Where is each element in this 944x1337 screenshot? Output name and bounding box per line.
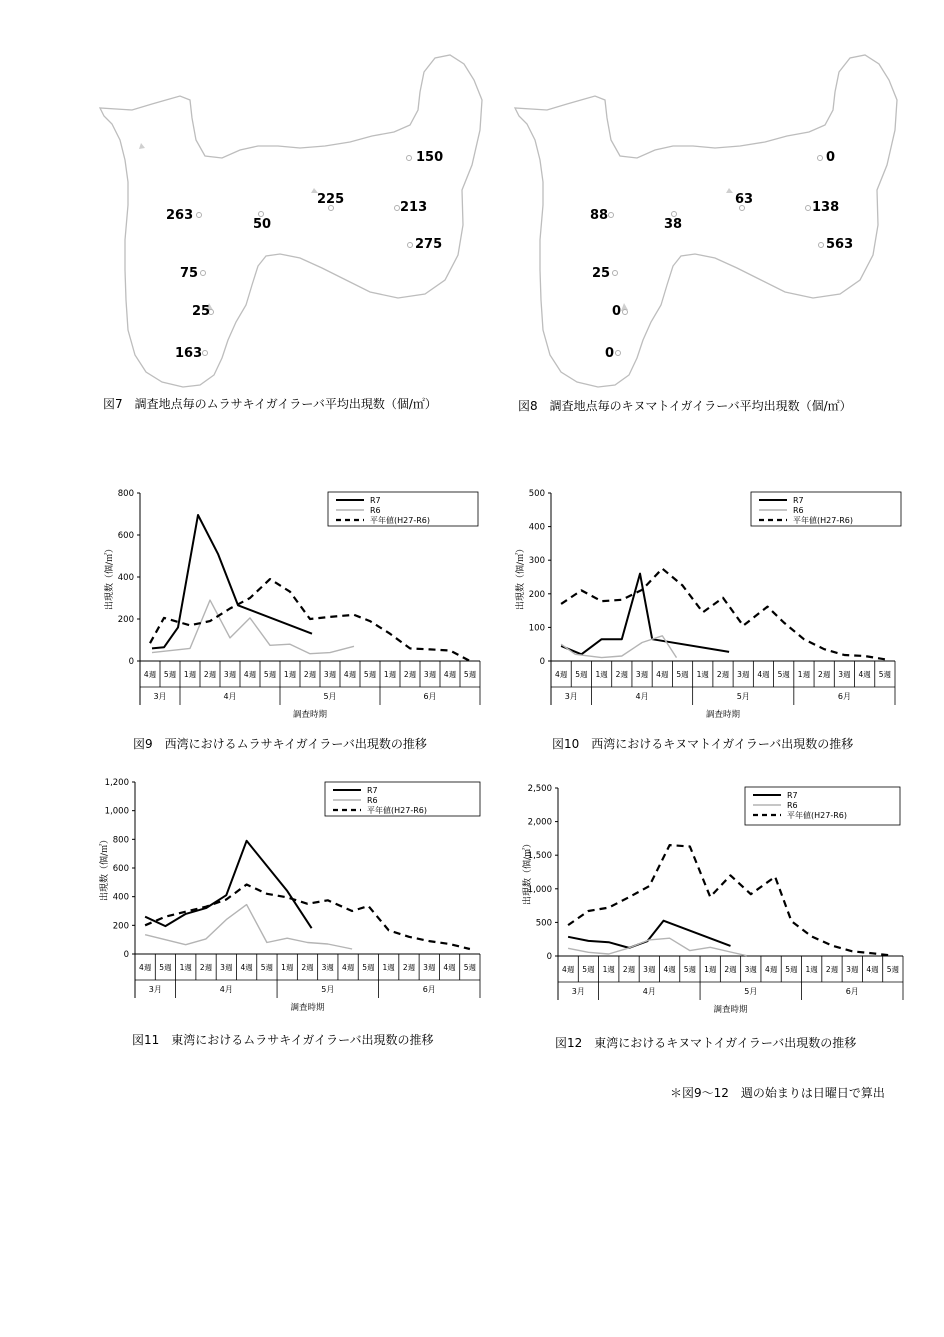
y-tick-label: 800 bbox=[117, 489, 134, 499]
map-fig7-value: 163 bbox=[175, 346, 203, 361]
x-tick-label: 2週 bbox=[724, 965, 737, 974]
y-tick-label: 1,500 bbox=[527, 851, 552, 862]
chart-fig11 bbox=[95, 777, 490, 1015]
footnote: ＊図9～12 週の始まりは日曜日で算出 bbox=[670, 1086, 885, 1100]
chart-fig10 bbox=[515, 488, 905, 720]
x-tick-label: 1週 bbox=[704, 965, 717, 974]
legend-label: 平年値(H27-R6) bbox=[370, 516, 430, 525]
x-tick-label: 2週 bbox=[615, 670, 628, 679]
y-tick-label: 500 bbox=[528, 489, 545, 499]
map-fig7-caption: 図7 調査地点毎のムラサキイガイラーバ平均出現数（個/㎡） bbox=[103, 397, 437, 411]
x-tick-label: 5週 bbox=[463, 670, 477, 679]
y-tick-label: 0 bbox=[128, 657, 134, 667]
x-tick-label: 4週 bbox=[656, 670, 669, 679]
x-tick-label: 2週 bbox=[301, 963, 314, 972]
x-tick-label: 1週 bbox=[383, 670, 397, 679]
chart-fig11-caption: 図11 東湾におけるムラサキイガイラーバ出現数の推移 bbox=[132, 1033, 434, 1047]
y-tick-label: 400 bbox=[117, 573, 134, 583]
x-tick-label: 4週 bbox=[343, 670, 357, 679]
y-tick-label: 400 bbox=[528, 522, 545, 533]
map-fig7-value: 275 bbox=[415, 237, 443, 252]
x-tick-label: 4週 bbox=[562, 965, 575, 974]
x-tick-label: 3週 bbox=[635, 670, 649, 679]
x-tick-label: 5週 bbox=[878, 670, 892, 679]
x-tick-label: 4週 bbox=[341, 963, 355, 972]
y-tick-label: 2,000 bbox=[527, 817, 552, 828]
x-tick-label: 4週 bbox=[240, 963, 253, 972]
chart-fig9-caption: 図9 西湾におけるムラサキイガイラーバ出現数の推移 bbox=[133, 737, 427, 751]
month-label: 6月 bbox=[837, 692, 851, 701]
x-axis-title: 調査時期 bbox=[290, 1003, 325, 1013]
x-tick-label: 2週 bbox=[622, 965, 636, 974]
y-tick-label: 1,000 bbox=[527, 884, 552, 895]
map-fig8-value: 0 bbox=[826, 150, 836, 165]
month-label: 3月 bbox=[153, 692, 167, 701]
map-fig8-islands bbox=[621, 188, 733, 311]
x-tick-label: 1週 bbox=[602, 965, 615, 974]
x-tick-label: 5週 bbox=[260, 963, 274, 972]
map-fig7-value: 213 bbox=[400, 200, 428, 215]
y-tick-label: 200 bbox=[528, 589, 545, 600]
y-tick-label: 0 bbox=[123, 950, 129, 960]
x-tick-label: 4週 bbox=[443, 963, 456, 972]
x-tick-label: 4週 bbox=[443, 670, 457, 679]
x-tick-label: 5週 bbox=[363, 670, 377, 679]
legend-label: R6 bbox=[367, 796, 378, 805]
map-fig8-value: 25 bbox=[592, 266, 611, 281]
x-tick-label: 3週 bbox=[737, 670, 750, 679]
y-tick-label: 1,200 bbox=[104, 778, 129, 788]
series-line-r7 bbox=[152, 515, 312, 648]
legend-label: R7 bbox=[787, 791, 798, 800]
month-label: 6月 bbox=[423, 692, 437, 701]
x-tick-label: 5週 bbox=[683, 965, 697, 974]
x-tick-label: 4週 bbox=[139, 963, 152, 972]
chart-fig9 bbox=[100, 488, 490, 720]
x-tick-label: 3週 bbox=[220, 963, 233, 972]
x-tick-label: 3週 bbox=[838, 670, 851, 679]
map-fig7-value: 225 bbox=[317, 192, 345, 207]
month-label: 4月 bbox=[223, 692, 237, 701]
map-fig7-value: 75 bbox=[180, 266, 199, 281]
legend-label: R6 bbox=[793, 506, 804, 515]
series-line-r6 bbox=[145, 905, 352, 949]
x-tick-label: 5週 bbox=[785, 965, 798, 974]
x-axis-title: 調査時期 bbox=[292, 710, 328, 720]
x-tick-label: 3週 bbox=[321, 963, 334, 972]
month-label: 5月 bbox=[744, 987, 758, 996]
month-label: 5月 bbox=[323, 692, 337, 701]
y-tick-label: 2,500 bbox=[527, 784, 552, 794]
x-tick-label: 4週 bbox=[143, 670, 157, 679]
x-tick-label: 1週 bbox=[283, 670, 297, 679]
month-label: 6月 bbox=[845, 987, 859, 996]
map-fig8-value: 563 bbox=[826, 237, 854, 252]
map-fig8-caption: 図8 調査地点毎のキヌマトイガイラーバ平均出現数（個/㎡） bbox=[518, 399, 852, 413]
legend-label: R6 bbox=[787, 801, 798, 810]
map-fig7-outline bbox=[100, 55, 482, 387]
series-line-avg bbox=[561, 569, 885, 660]
x-tick-label: 5週 bbox=[263, 670, 277, 679]
x-tick-label: 1週 bbox=[183, 670, 197, 679]
x-tick-label: 5週 bbox=[886, 965, 899, 974]
month-label: 3月 bbox=[148, 985, 162, 994]
month-label: 4月 bbox=[635, 692, 649, 701]
legend-label: 平年値(H27-R6) bbox=[787, 811, 847, 820]
y-tick-label: 0 bbox=[539, 657, 545, 667]
x-tick-label: 2週 bbox=[402, 963, 416, 972]
month-label: 6月 bbox=[422, 985, 436, 994]
y-tick-label: 500 bbox=[535, 918, 552, 929]
x-tick-label: 1週 bbox=[382, 963, 395, 972]
map-fig7-stations bbox=[197, 156, 413, 356]
map-fig7-islands bbox=[139, 143, 318, 311]
month-label: 3月 bbox=[564, 692, 578, 701]
x-tick-label: 5週 bbox=[163, 670, 177, 679]
x-tick-label: 3週 bbox=[223, 670, 237, 679]
legend-label: 平年値(H27-R6) bbox=[367, 806, 427, 815]
x-tick-label: 1週 bbox=[281, 963, 294, 972]
y-tick-label: 200 bbox=[117, 615, 134, 625]
x-tick-label: 4週 bbox=[858, 670, 871, 679]
legend-label: R6 bbox=[370, 506, 381, 515]
legend-label: R7 bbox=[793, 496, 804, 505]
x-tick-label: 5週 bbox=[159, 963, 172, 972]
x-tick-label: 2週 bbox=[716, 670, 730, 679]
x-tick-label: 1週 bbox=[595, 670, 608, 679]
y-tick-label: 600 bbox=[112, 864, 129, 874]
x-tick-label: 5週 bbox=[777, 670, 790, 679]
series-line-avg bbox=[150, 579, 470, 661]
x-axis-title: 調査時期 bbox=[705, 710, 741, 720]
x-tick-label: 4週 bbox=[866, 965, 879, 974]
maps-canvas bbox=[0, 0, 944, 420]
x-tick-label: 5週 bbox=[676, 670, 689, 679]
map-fig8-stations bbox=[609, 156, 824, 356]
y-tick-label: 400 bbox=[112, 892, 129, 903]
x-tick-label: 5週 bbox=[582, 965, 595, 974]
chart-fig12 bbox=[515, 781, 910, 1019]
legend-label: 平年値(H27-R6) bbox=[793, 516, 853, 525]
series-line-r7 bbox=[568, 921, 730, 948]
x-tick-label: 5週 bbox=[463, 963, 476, 972]
x-tick-label: 3週 bbox=[423, 670, 437, 679]
map-fig8-value: 38 bbox=[664, 217, 683, 232]
y-axis-title: 出現数（個/㎥） bbox=[516, 543, 526, 611]
series-line-avg bbox=[145, 885, 470, 950]
map-fig8-value: 88 bbox=[590, 208, 609, 223]
y-tick-label: 300 bbox=[528, 556, 545, 567]
y-tick-label: 800 bbox=[112, 835, 129, 846]
chart-fig10-caption: 図10 西湾におけるキヌマトイガイラーバ出現数の推移 bbox=[552, 737, 854, 751]
y-tick-label: 600 bbox=[117, 531, 134, 541]
y-tick-label: 1,000 bbox=[104, 806, 129, 817]
y-tick-label: 200 bbox=[112, 921, 129, 932]
x-tick-label: 3週 bbox=[744, 965, 757, 974]
x-tick-label: 3週 bbox=[643, 965, 656, 974]
x-tick-label: 1週 bbox=[179, 963, 192, 972]
map-fig7-value: 263 bbox=[166, 208, 194, 223]
month-label: 5月 bbox=[321, 985, 335, 994]
x-tick-label: 1週 bbox=[797, 670, 811, 679]
map-fig8-value: 0 bbox=[612, 304, 622, 319]
x-tick-label: 2週 bbox=[403, 670, 417, 679]
map-fig7-value: 150 bbox=[416, 150, 444, 165]
x-tick-label: 2週 bbox=[303, 670, 317, 679]
y-tick-label: 0 bbox=[546, 952, 552, 962]
month-label: 3月 bbox=[571, 987, 585, 996]
map-fig8-value: 63 bbox=[735, 192, 754, 207]
x-tick-label: 3週 bbox=[423, 963, 436, 972]
x-tick-label: 2週 bbox=[203, 670, 217, 679]
y-axis-title: 出現数（個/㎥） bbox=[100, 834, 110, 902]
x-tick-label: 5週 bbox=[575, 670, 588, 679]
y-tick-label: 100 bbox=[528, 623, 545, 634]
month-label: 5月 bbox=[736, 692, 750, 701]
x-tick-label: 5週 bbox=[362, 963, 375, 972]
x-tick-label: 1週 bbox=[805, 965, 818, 974]
map-fig7-value: 25 bbox=[192, 304, 211, 319]
x-tick-label: 3週 bbox=[323, 670, 337, 679]
y-axis-title: 出現数（個/㎥） bbox=[105, 543, 115, 611]
map-fig8-value: 0 bbox=[605, 346, 615, 361]
x-tick-label: 4週 bbox=[554, 670, 568, 679]
x-tick-label: 4週 bbox=[663, 965, 676, 974]
chart-fig12-caption: 図12 東湾におけるキヌマトイガイラーバ出現数の推移 bbox=[555, 1036, 857, 1050]
x-tick-label: 1週 bbox=[696, 670, 709, 679]
series-line-avg bbox=[568, 845, 893, 956]
map-fig8-value: 138 bbox=[812, 200, 840, 215]
x-axis-title: 調査時期 bbox=[713, 1005, 748, 1015]
x-tick-label: 4週 bbox=[764, 965, 778, 974]
x-tick-label: 2週 bbox=[818, 670, 831, 679]
month-label: 4月 bbox=[642, 987, 656, 996]
y-axis-title: 出現数（個/㎥） bbox=[523, 838, 533, 906]
map-fig7-value: 50 bbox=[253, 217, 272, 232]
legend-label: R7 bbox=[367, 786, 378, 795]
month-label: 4月 bbox=[219, 985, 233, 994]
x-tick-label: 4週 bbox=[243, 670, 257, 679]
x-tick-label: 4週 bbox=[757, 670, 770, 679]
x-tick-label: 2週 bbox=[825, 965, 839, 974]
x-tick-label: 2週 bbox=[199, 963, 213, 972]
map-fig8-outline bbox=[515, 55, 897, 387]
x-tick-label: 3週 bbox=[846, 965, 859, 974]
legend-label: R7 bbox=[370, 496, 381, 505]
